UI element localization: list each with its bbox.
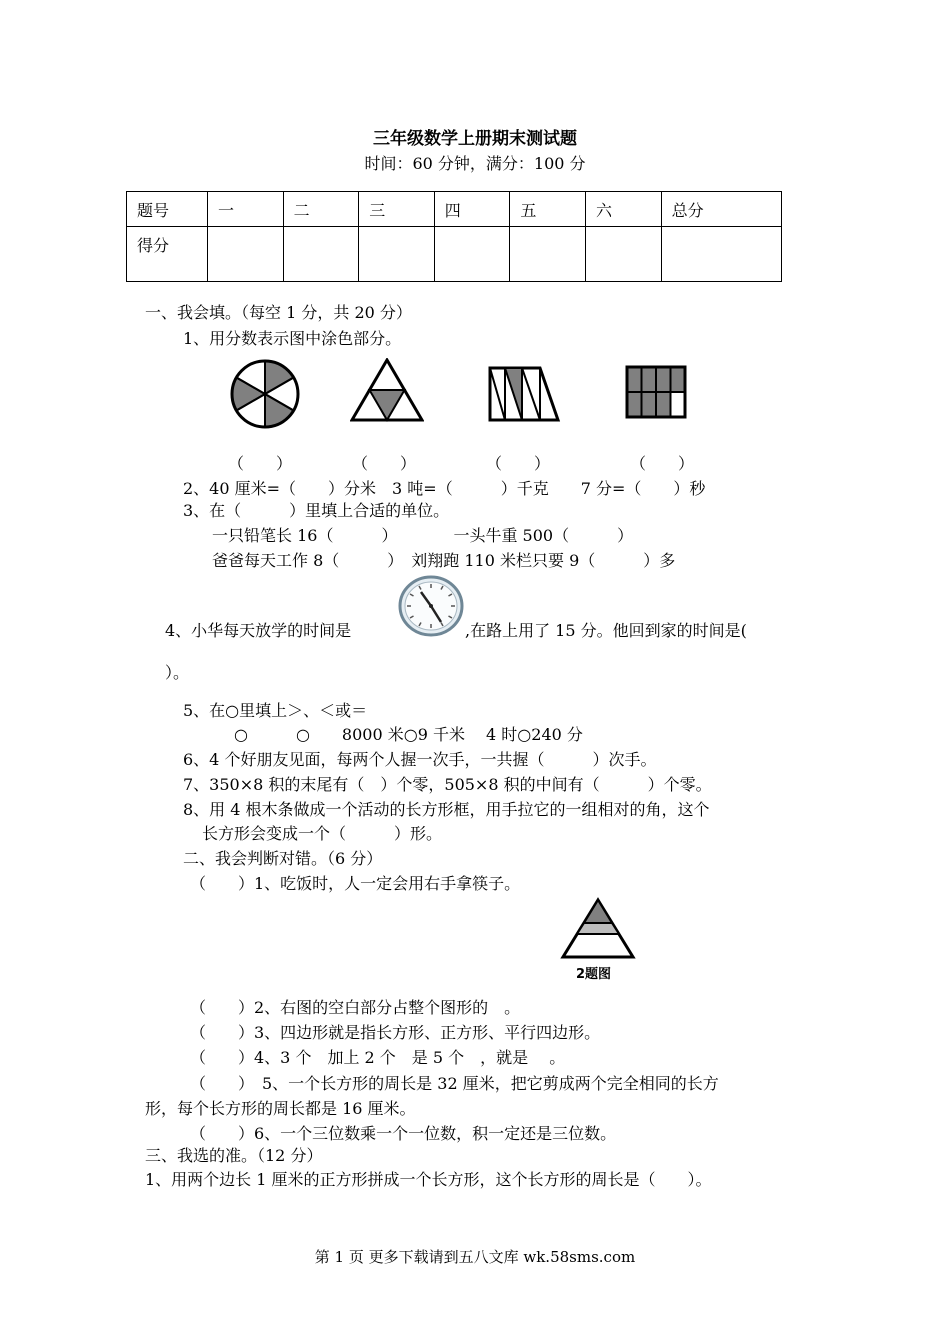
score-cell: [208, 227, 284, 282]
figure-caption: 2题图: [576, 967, 612, 982]
grid-fraction-figure: [624, 364, 688, 420]
score-header-cell: 总分: [661, 192, 781, 227]
score-header-cell: 二: [283, 192, 359, 227]
circle-fraction-figure: [226, 359, 304, 429]
judge-3: （ ）3、四边形就是指长方形、正方形、平行四边形。: [190, 1023, 601, 1042]
question-8-line-2: 长方形会变成一个（ ）形。: [202, 824, 443, 843]
clock-icon: [397, 574, 465, 638]
score-header-cell: 三: [359, 192, 435, 227]
question-3: 3、在（ ）里填上合适的单位。: [183, 501, 450, 520]
judge-4: （ ）4、3 个 加上 2 个 是 5 个 ，就是 。: [190, 1048, 566, 1067]
question-5: 5、在○里填上＞、＜或＝: [183, 701, 368, 720]
question-2: 2、40 厘米=（ ）分米 3 吨=（ ）千克 7 分=（ ）秒: [183, 479, 706, 498]
question-8-line-1: 8、用 4 根木条做成一个活动的长方形框，用手拉它的一组相对的角，这个: [183, 800, 710, 819]
judge-6: （ ）6、一个三位数乘一个一位数，积一定还是三位数。: [190, 1124, 617, 1143]
answer-blank[interactable]: （ ）: [352, 454, 417, 473]
rectangle-triangles-figure: [486, 364, 562, 424]
score-header-cell: 四: [434, 192, 510, 227]
section2-heading: 二、我会判断对错。（6 分）: [183, 849, 383, 868]
question-7: 7、350×8 积的末尾有（ ）个零，505×8 积的中间有（ ）个零。: [183, 775, 712, 794]
score-table: [126, 191, 782, 282]
page-subtitle: 时间：60 分钟，满分：100 分: [364, 154, 586, 173]
score-header-cell: 题号: [127, 192, 208, 227]
answer-blank[interactable]: （ ）: [486, 454, 551, 473]
question-4-part-1: 4、小华每天放学的时间是: [165, 621, 352, 640]
score-row-label: 得分: [127, 227, 208, 282]
section1-heading: 一、我会填。（每空 1 分，共 20 分）: [145, 303, 412, 322]
section3-heading: 三、我选的准。（12 分）: [145, 1146, 323, 1165]
question-4-part-2: ,在路上用了 15 分。他回到家的时间是(: [465, 621, 747, 640]
score-cell: [434, 227, 510, 282]
answer-blank[interactable]: （ ）: [630, 454, 695, 473]
score-cell: [585, 227, 661, 282]
score-header-cell: 一: [208, 192, 284, 227]
score-table-header-row: [127, 192, 782, 227]
page-title: 三年级数学上册期末测试题: [373, 129, 577, 149]
score-table-score-row: [127, 227, 782, 282]
choice-1: 1、用两个边长 1 厘米的正方形拼成一个长方形，这个长方形的周长是（ ）。: [145, 1170, 712, 1189]
judge-2: （ ）2、右图的空白部分占整个图形的 。: [190, 998, 521, 1017]
page-footer: 第 1 页 更多下载请到五八文库 wk.58sms.com: [314, 1248, 636, 1266]
question-3-line-2: 爸爸每天工作 8（ ） 刘翔跑 110 米栏只要 9（ ）多: [212, 551, 676, 570]
question-4-end: ）。: [165, 663, 190, 682]
answer-blank[interactable]: （ ）: [228, 454, 293, 473]
score-header-cell: 六: [585, 192, 661, 227]
judge-5-line-2: 形，每个长方形的周长都是 16 厘米。: [145, 1099, 416, 1118]
layered-triangle-figure: [560, 897, 636, 961]
question-1: 1、用分数表示图中涂色部分。: [183, 329, 402, 348]
question-6: 6、4 个好朋友见面，每两个人握一次手，一共握（ ）次手。: [183, 750, 657, 769]
score-header-cell: 五: [510, 192, 586, 227]
judge-1: （ ）1、吃饭时，人一定会用右手拿筷子。: [190, 874, 521, 893]
score-cell: [661, 227, 781, 282]
triangle-fraction-figure: [350, 358, 424, 424]
question-5-line: ○ ○ 8000 米○9 千米 4 时○240 分: [234, 725, 583, 744]
question-3-line-1: 一只铅笔长 16（ ） 一头牛重 500（ ）: [212, 526, 634, 545]
score-cell: [283, 227, 359, 282]
score-cell: [359, 227, 435, 282]
judge-5-line-1: （ ） 5、一个长方形的周长是 32 厘米，把它剪成两个完全相同的长方: [190, 1074, 719, 1093]
score-cell: [510, 227, 586, 282]
